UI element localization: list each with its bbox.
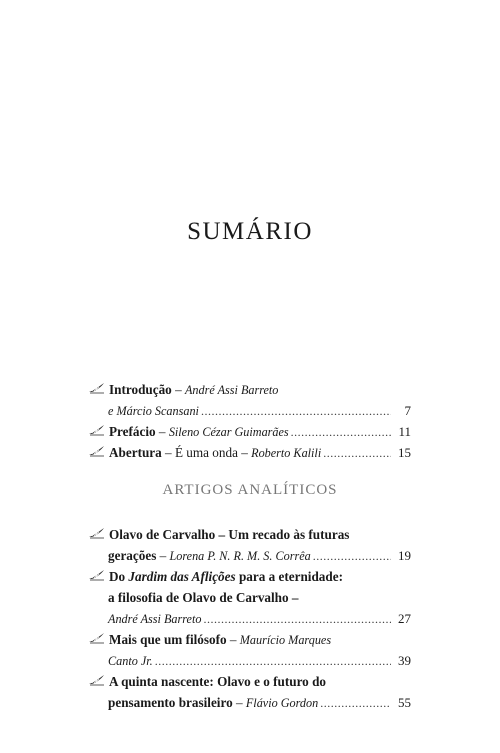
entry-title: Mais que um filósofo — [109, 632, 227, 647]
page-number: 27 — [398, 611, 411, 626]
dot-leader — [155, 651, 391, 671]
entry-title: Prefácio — [109, 424, 156, 439]
entry-title: Abertura — [109, 445, 162, 460]
quill-pen-icon — [88, 569, 106, 581]
dot-leader — [313, 546, 391, 566]
quill-pen-icon — [88, 445, 106, 457]
entry-author: Lorena P. N. R. M. S. Corrêa — [169, 549, 311, 563]
entry-title: a filosofia de Olavo de Carvalho – — [108, 590, 299, 605]
toc-entry-introducao[interactable] — [88, 380, 411, 400]
entry-separator: – — [156, 548, 170, 563]
entry-separator: – — [171, 382, 185, 397]
entry-author: Roberto Kalili — [251, 446, 322, 460]
entry-title-italic: Jardim das Aflições — [128, 569, 236, 584]
dot-leader — [291, 422, 391, 442]
entry-separator: – — [232, 695, 246, 710]
page-number: 39 — [398, 653, 411, 668]
entry-title: Introdução — [109, 382, 172, 397]
entry-author: André Assi Barreto — [184, 383, 279, 397]
toc-entry-jardim-cont — [108, 588, 411, 608]
entry-title: A quinta nascente: Olavo e o futuro do — [109, 674, 327, 689]
toc-entry-jardim-cont2 — [108, 609, 411, 629]
entry-author: André Assi Barreto — [108, 612, 202, 626]
page-title: SUMÁRIO — [187, 218, 313, 245]
dot-leader — [201, 401, 391, 421]
dot-leader — [203, 609, 391, 629]
toc-entry-recado-cont — [108, 546, 411, 566]
page-number: 19 — [398, 548, 411, 563]
entry-author: e Márcio Scansani — [108, 404, 199, 418]
toc-entry-quinta-nascente[interactable] — [88, 672, 411, 692]
dot-leader — [323, 443, 391, 463]
toc-entry-jardim[interactable] — [88, 567, 411, 587]
quill-pen-icon — [88, 527, 106, 539]
toc-entry-filosofo[interactable] — [88, 630, 411, 650]
page-number: 55 — [398, 695, 411, 710]
page-number: 11 — [398, 424, 411, 439]
section-heading: ARTIGOS ANALÍTICOS — [162, 482, 338, 498]
entry-title: gerações — [108, 548, 157, 563]
entry-separator: – — [226, 632, 240, 647]
page-number: 7 — [404, 403, 411, 418]
quill-pen-icon — [88, 424, 106, 436]
entry-author: Flávio Gordon — [245, 696, 319, 710]
quill-pen-icon — [88, 632, 106, 644]
entry-author: Maurício Marques — [239, 633, 332, 647]
toc-entry-prefacio[interactable] — [88, 422, 411, 442]
toc-entry-recado[interactable] — [88, 525, 411, 545]
entry-author: Sileno Cézar Guimarães — [168, 425, 289, 439]
quill-pen-icon — [88, 382, 106, 394]
toc-entry-filosofo-cont — [108, 651, 411, 671]
entry-title: para a eternidade: — [235, 569, 343, 584]
dot-leader — [320, 693, 391, 713]
entry-author: Canto Jr. — [108, 654, 153, 668]
toc-entry-quinta-nascente-cont — [108, 693, 411, 713]
entry-title: Do — [109, 569, 129, 584]
entry-separator: – É uma onda – — [161, 445, 252, 460]
entry-separator: – — [155, 424, 169, 439]
page-number: 15 — [398, 445, 411, 460]
quill-pen-icon — [88, 674, 106, 686]
entry-title: pensamento brasileiro — [108, 695, 233, 710]
toc-entry-introducao-cont — [108, 401, 411, 421]
entry-title: Olavo de Carvalho – Um recado às futuras — [109, 527, 350, 542]
toc-entry-abertura[interactable] — [88, 443, 411, 463]
